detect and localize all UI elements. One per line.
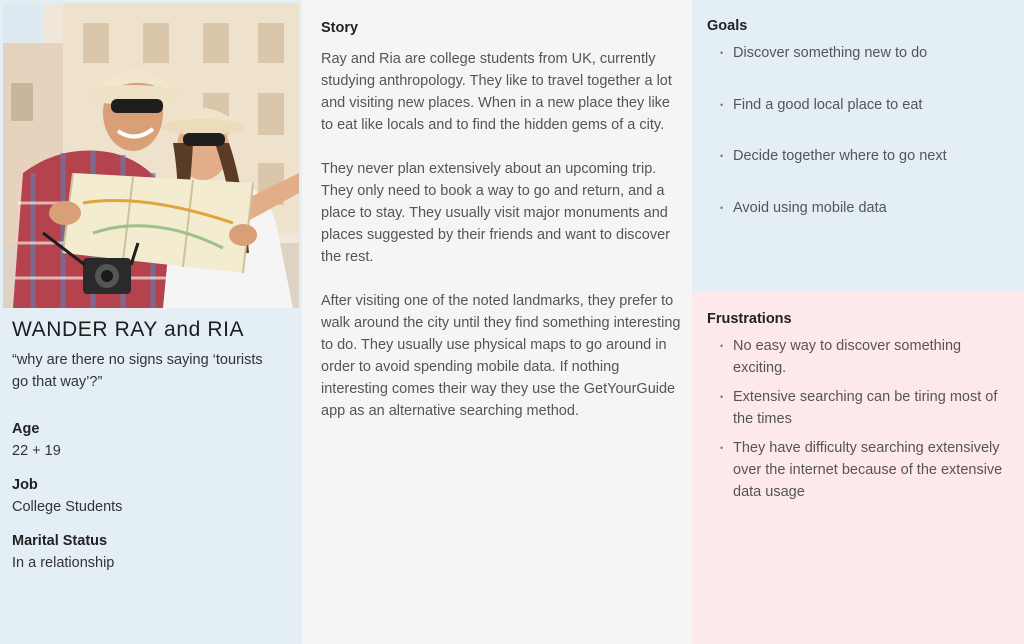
- goal-item: [720, 197, 1010, 219]
- persona-photo: [3, 3, 299, 308]
- story-body: [321, 48, 683, 444]
- fact-job: [12, 474, 122, 518]
- fact-label: Job: [12, 477, 38, 493]
- bullet-icon: •: [720, 99, 724, 110]
- persona-name: WANDER RAY and RIA: [12, 318, 245, 341]
- bullet-icon: •: [720, 202, 724, 213]
- goal-text: Find a good local place to eat: [733, 96, 923, 113]
- fact-value: In a relationship: [12, 555, 115, 571]
- profile-panel: [0, 0, 302, 644]
- bullet-icon: •: [720, 48, 724, 58]
- fact-label: Age: [12, 421, 40, 437]
- frustration-item: [720, 386, 1010, 430]
- goal-text: Decide together where to go next: [733, 148, 947, 164]
- frustrations-list: [720, 335, 1010, 510]
- bullet-icon: •: [720, 392, 724, 402]
- bullet-icon: •: [720, 151, 724, 161]
- goal-text: Discover something new to do: [733, 45, 928, 61]
- story-paragraph: They never plan extensively about an upcoming trip. They only need to book a way to go and return, and a place to stay. They usually visit major monuments and places suggested by their friends and want to discover the rest.: [321, 161, 671, 265]
- fact-label: Marital Status: [12, 533, 108, 549]
- frustration-item: [720, 335, 1010, 379]
- fact-age: [12, 418, 61, 462]
- goals-title: Goals: [707, 18, 748, 34]
- frustration-text: Extensive searching can be tiring most of the times: [733, 389, 998, 427]
- goals-list: [720, 42, 1010, 248]
- frustration-text: No easy way to discover something exciting.: [733, 338, 962, 376]
- bullet-icon: •: [720, 443, 724, 453]
- fact-value: 22 + 19: [12, 443, 61, 459]
- story-title: Story: [321, 20, 359, 36]
- goal-item: [720, 94, 1010, 116]
- tourist-couple-illustration: [3, 3, 299, 308]
- goal-item: [720, 42, 1010, 64]
- fact-marital-status: [12, 530, 114, 574]
- fact-value: College Students: [12, 499, 123, 515]
- bullet-icon: •: [720, 341, 724, 351]
- frustrations-title: Frustrations: [707, 311, 792, 327]
- goal-text: Avoid using mobile data: [733, 199, 887, 216]
- frustration-item: [720, 437, 1010, 503]
- persona-quote: “why are there no signs saying ‘tourists go that way’?”: [12, 352, 263, 390]
- goal-item: [720, 145, 1010, 167]
- story-panel: [302, 0, 692, 644]
- story-paragraph: After visiting one of the noted landmarks, they prefer to walk around the city until they find something interesting to do. They usually use physical maps to go around in order to avoid spending mobile data. If nothing interesting comes their way they use the GetYourGuide app as an alternative searching method.: [321, 293, 681, 419]
- frustration-text: They have difficulty searching extensively over the internet because of the extensive data usage: [733, 440, 1003, 500]
- goals-panel: [692, 0, 1024, 292]
- frustrations-panel: [692, 292, 1024, 644]
- story-paragraph: Ray and Ria are college students from UK, currently studying anthropology. They like to travel together a lot and visiting new places. When in a new place they like to eat like locals and to find the hidden gems of a city.: [321, 51, 672, 133]
